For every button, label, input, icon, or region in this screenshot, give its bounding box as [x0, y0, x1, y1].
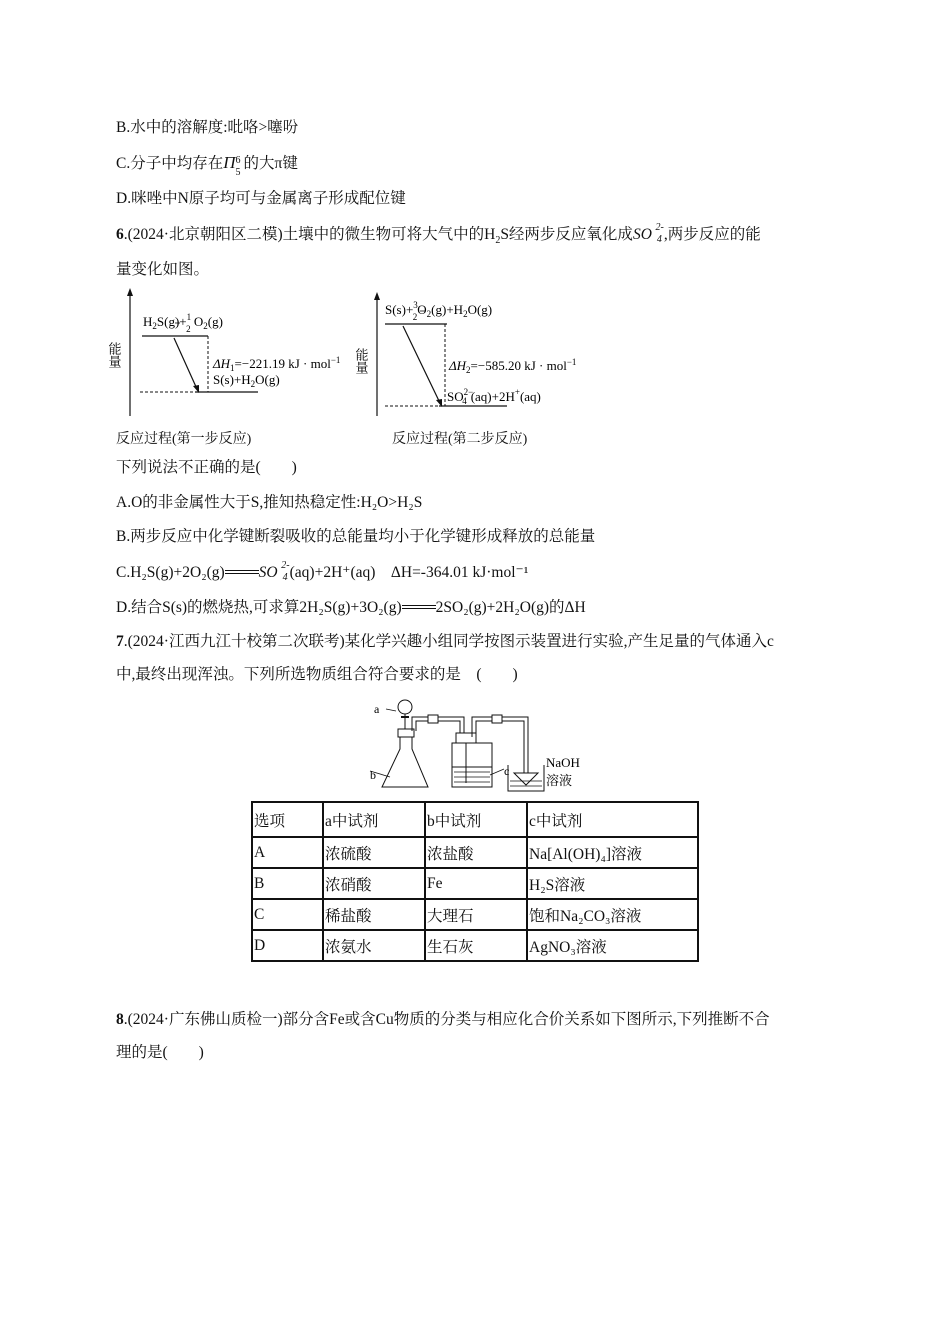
table-cell: C — [252, 899, 323, 930]
q5-option-c: C.分子中均存在Π 6 5 的大π键 — [116, 153, 298, 179]
table-cell: A — [252, 837, 323, 868]
table-cell: Fe — [425, 868, 527, 899]
q8-stem-line2: 理的是( ) — [116, 1044, 204, 1061]
table-cell: D — [252, 930, 323, 961]
table-cell: AgNO₃溶液 — [527, 930, 698, 961]
table-header-cell: 选项 — [252, 802, 323, 837]
solution-label: 溶液 — [546, 773, 573, 788]
table-cell: B — [252, 868, 323, 899]
table-header-cell: a中试剂 — [323, 802, 425, 837]
apparatus-diagram — [368, 697, 588, 797]
diagram2-caption: 反应过程(第二步反应) — [392, 432, 528, 447]
q6-option-a: A.O的非金属性大于S,推知热稳定性:H₂O>H₂S — [116, 494, 423, 511]
naoh-label: NaOH — [546, 755, 580, 770]
q5-option-d: D.咪唑中N原子均可与金属离子形成配位键 — [116, 190, 406, 207]
q7-stem-line2: 中,最终出现浑浊。下列所选物质组合符合要求的是 ( ) — [116, 666, 518, 683]
svg-text:ΔH1=−221.19 kJ · mol−1: $\Delta H_1=-221.19$ kJ · mol$^{-1}$ — [213, 355, 341, 373]
svg-text:H2S(g)+12 O2(g): $H_2S(g)+^1$ 2 $O_2(g)$ — [143, 312, 223, 334]
y-axis-label: 能量 — [353, 348, 369, 374]
q6-option-b: B.两步反应中化学键断裂吸收的总能量均小于化学键形成释放的总能量 — [116, 528, 596, 545]
table-cell: 大理石 — [425, 899, 527, 930]
y-axis-label: 能量 — [106, 342, 122, 368]
table-header-row — [252, 802, 698, 837]
table-header-cell: b中试剂 — [425, 802, 527, 837]
diagram1-caption: 反应过程(第一步反应) — [116, 432, 252, 447]
table-cell: H₂S溶液 — [527, 868, 698, 899]
q6-question: 下列说法不正确的是( ) — [116, 459, 297, 476]
q7-stem: 7.(2024·江西九江十校第二次联考)某化学兴趣小组同学按图示装置进行实验,产生足量的气体通入c — [116, 633, 774, 650]
table-cell: 浓硝酸 — [323, 868, 425, 899]
q5-option-b: B.水中的溶解度:吡咯>噻吩 — [116, 119, 299, 136]
table-cell: 浓氨水 — [323, 930, 425, 961]
table-header-cell: c中试剂 — [527, 802, 698, 837]
label-a: a — [374, 702, 380, 716]
q6-option-c: C.H₂S(g)+2O₂(g) SO 2- 4 (aq)+2H⁺(aq) ΔH=-364.01 kJ·mol⁻¹ — [116, 560, 529, 583]
table-row — [252, 899, 698, 930]
svg-text:SO2−4(aq)+2H+(aq): $SO^{2-}$ 4 (aq)+2H+(aq) — [447, 387, 541, 406]
svg-text:S(s)+H2O(g): $S(s)+H_2O(g)$ — [213, 372, 280, 389]
table-cell: 浓硫酸 — [323, 837, 425, 868]
table-cell: 浓盐酸 — [425, 837, 527, 868]
label-c: c — [504, 764, 510, 778]
energy-diagram-step1 — [106, 286, 370, 421]
table-row — [252, 930, 698, 961]
q8-stem: 8.(2024·广东佛山质检一)部分含Fe或含Cu物质的分类与相应化合价关系如下图所示,下列推断不合 — [116, 1011, 770, 1028]
q6-stem: 6.(2024·北京朝阳区二模)土壤中的微生物可将大气中的$H_2S$经两步反应氧化成SO 2- 4 ,两步反应的能 — [116, 222, 761, 247]
q6-stem-line2: 量变化如图。 — [116, 261, 210, 278]
q6-option-d: D.结合S(s)的燃烧热,可求算2H₂S(g)+3O₂(g) 2SO₂(g)+2H₂O(g)的ΔH — [116, 599, 586, 616]
table-cell: 生石灰 — [425, 930, 527, 961]
table-cell: Na[Al(OH)₄]溶液 — [527, 837, 698, 868]
svg-text:ΔH2=−585.20 kJ · mol−1: $\Delta H_2=-585.20$ kJ · mol$^{-1}$ — [449, 357, 577, 375]
reagent-table — [251, 801, 699, 962]
table-cell: 稀盐酸 — [323, 899, 425, 930]
table-row — [252, 868, 698, 899]
table-row — [252, 837, 698, 868]
label-b: b — [370, 768, 376, 782]
svg-text:S(s)+32O2(g)+H2O(g): S(s)+$^3$ $2O_2(g)+H_2O(g)$ — [385, 300, 493, 322]
table-cell: 饱和Na₂CO₃溶液 — [527, 899, 698, 930]
energy-diagram-step2 — [353, 290, 637, 425]
